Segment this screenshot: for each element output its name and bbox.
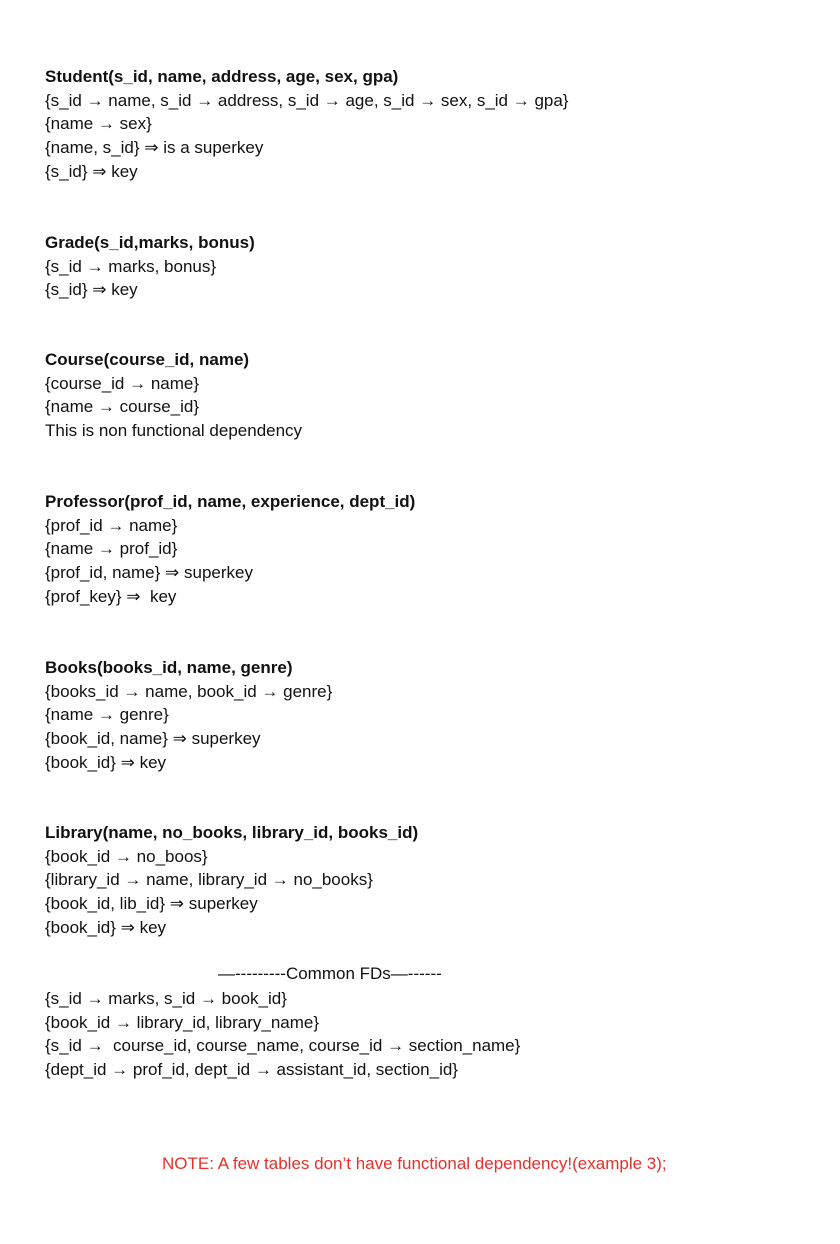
common-fds-section [45, 987, 825, 1082]
student-title: Student(s_id, name, address, age, sex, gpa) [45, 67, 399, 86]
library-fd-line: {library_id → name, library_id → no_books} [45, 870, 373, 890]
grade-fd-line: {s_id} ⇒ key [45, 280, 138, 300]
grade-title: Grade(s_id,marks, bonus) [45, 233, 255, 252]
student-fd-line: {name → sex} [45, 114, 152, 134]
student-section [45, 65, 825, 183]
course-fd-line: {course_id → name} [45, 373, 200, 393]
professor-fd-line: {prof_id, name} ⇒ superkey [45, 563, 253, 583]
professor-title: Professor(prof_id, name, experience, dept_id) [45, 492, 416, 511]
professor-section [45, 490, 825, 608]
common-fd-line: {s_id → marks, s_id → book_id} [45, 989, 287, 1008]
library-fd-line: {book_id → no_boos} [45, 846, 208, 866]
student-fd-line: {s_id → name, s_id → address, s_id → age, s_id → sex, s_id → gpa} [45, 90, 569, 110]
professor-fd-line: {name → prof_id} [45, 539, 178, 559]
course-fd-line: This is non functional dependency [45, 421, 303, 441]
library-fd-line: {book_id} ⇒ key [45, 917, 167, 937]
library-section [45, 821, 825, 939]
library-fd-line: {book_id, lib_id} ⇒ superkey [45, 894, 258, 914]
course-title: Course(course_id, name) [45, 350, 250, 369]
student-fd-line: {name, s_id} ⇒ is a superkey [45, 138, 264, 158]
books-fd-line: {books_id → name, book_id → genre} [45, 681, 333, 701]
books-fd-line: {name → genre} [45, 705, 169, 725]
common-fd-line: {book_id → library_id, library_name} [45, 1012, 320, 1032]
professor-fd-line: {prof_id → name} [45, 515, 178, 535]
common-fd-line: {s_id → course_id, course_name, course_id → section_name} [45, 1036, 521, 1056]
books-title: Books(books_id, name, genre) [45, 658, 293, 677]
grade-fd-line: {s_id → marks, bonus} [45, 256, 217, 276]
common-fd-line: {dept_id → prof_id, dept_id → assistant_id, section_id} [45, 1060, 458, 1080]
course-section [45, 348, 825, 443]
books-fd-line: {book_id} ⇒ key [45, 752, 167, 772]
grade-section [45, 231, 825, 302]
professor-fd-line: {prof_key} ⇒ key [45, 586, 177, 606]
student-fd-line: {s_id} ⇒ key [45, 161, 138, 181]
course-fd-line: {name → course_id} [45, 397, 200, 417]
note-text: NOTE: A few tables don’t have functional dependency!(example 3); [162, 1154, 667, 1173]
books-section [45, 656, 825, 774]
books-fd-line: {book_id, name} ⇒ superkey [45, 729, 261, 749]
common-fds-header: —---------Common FDs—------ [218, 964, 442, 983]
library-title: Library(name, no_books, library_id, books_id) [45, 823, 419, 842]
